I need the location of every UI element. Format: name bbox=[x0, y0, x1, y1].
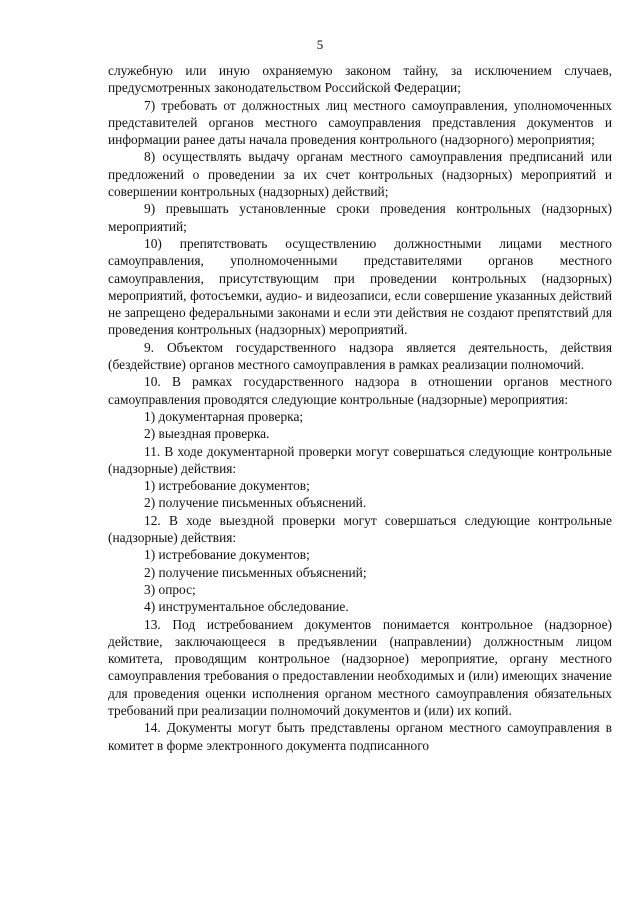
paragraph: 7) требовать от должностных лиц местного самоуправления, уполномоченных представителей органов местного самоуправления представления документов и информации ранее даты начала проведения контрольного (надзорного) мероприятия; bbox=[108, 97, 612, 148]
paragraph: 10) препятствовать осуществлению должностными лицами местного самоуправления, уполномоченными представителями органов местного самоуправления, присутствующим при проведении контрольных (надзорных) мероприятий, фотосъемки, аудио- и видеозаписи, если совершение указанных действий не запрещено федеральными законами и если эти действия не создают препятствий для проведения контрольных (надзорных) мероприятий. bbox=[108, 235, 612, 338]
paragraph: 12. В ходе выездной проверки могут совершаться следующие контрольные (надзорные) действия: bbox=[108, 512, 612, 546]
paragraph: 9) превышать установленные сроки проведения контрольных (надзорных) мероприятий; bbox=[108, 201, 612, 234]
paragraph: 1) истребование документов; bbox=[144, 547, 310, 563]
paragraph: 1) истребование документов; bbox=[144, 478, 310, 494]
paragraph: 2) выездная проверка. bbox=[144, 426, 270, 442]
paragraph: 9. Объектом государственного надзора является деятельность, действия (бездействие) органов местного самоуправления в рамках реализации полномочий. bbox=[108, 339, 612, 373]
page-number: 5 bbox=[316, 37, 324, 52]
paragraph: служебную или иную охраняемую законом тайну, за исключением случаев, предусмотренных законодательством Российской Федерации; bbox=[108, 63, 612, 96]
paragraph: 1) документарная проверка; bbox=[144, 408, 304, 424]
paragraph: 2) получение письменных объяснений; bbox=[144, 564, 367, 580]
document-body bbox=[108, 62, 612, 754]
paragraph: 3) опрос; bbox=[144, 581, 196, 597]
paragraph: 4) инструментальное обследование. bbox=[144, 599, 349, 615]
paragraph: 2) получение письменных объяснений. bbox=[144, 495, 367, 511]
paragraph: 11. В ходе документарной проверки могут совершаться следующие контрольные (надзорные) действия: bbox=[108, 443, 612, 476]
paragraph: 13. Под истребованием документов понимается контрольное (надзорное) действие, заключающееся в предъявлении (направлении) должностным лицом комитета, проводящим контрольное (надзорное) мероприятие, органу местного самоуправления требования о предоставлении необходимых и (или) имеющих значение для проведения оценки исполнения органом местного самоуправления обязательных требований при реализации полномочий документов и (или) их копий. bbox=[108, 616, 612, 718]
paragraph: 10. В рамках государственного надзора в отношении органов местного самоуправления проводятся следующие контрольные (надзорные) мероприятия: bbox=[108, 374, 612, 407]
paragraph: 8) осуществлять выдачу органам местного самоуправления предписаний или предложений о проведении за их счет контрольных (надзорных) мероприятий и совершении контрольных (надзорных) действий; bbox=[108, 149, 612, 200]
paragraph: 14. Документы могут быть представлены органом местного самоуправления в комитет в форме электронного документа подписанного bbox=[108, 720, 612, 753]
